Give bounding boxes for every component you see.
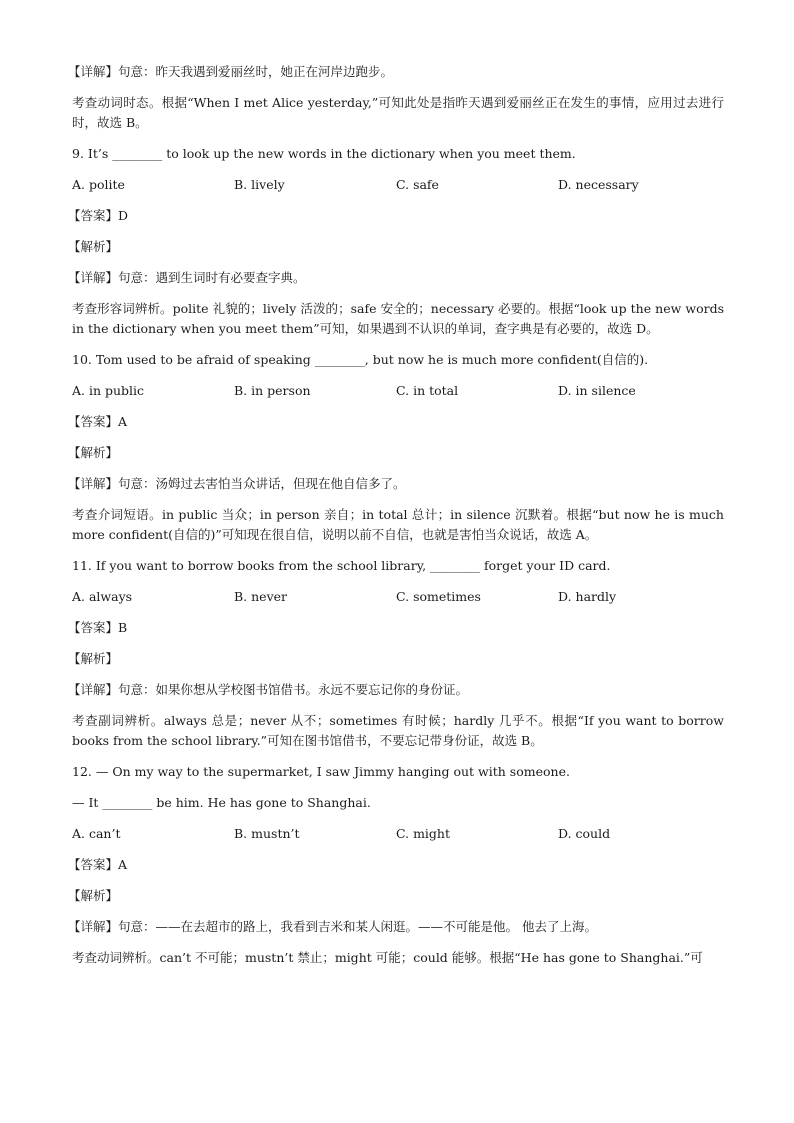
q11-answer: 【答案】B	[68, 620, 128, 635]
q11-option-b: B. never	[234, 589, 288, 604]
q9-stem: 9. It’s ________ to look up the new words in the dictionary when you meet them.	[72, 146, 576, 161]
q11-analysis: 【解析】	[68, 651, 119, 666]
q10-answer: 【答案】A	[68, 414, 128, 429]
q9-explain: 考查形容词辨析。polite 礼貌的；lively 活泼的；safe 安全的；necessary 必要的。根据“look up the new words in the dictionary when you meet them”可知，如果遇到不认识的单词，查字典是有必要的，故选 D。	[72, 301, 724, 336]
q10-options	[72, 381, 724, 412]
q10-option-a: A. in public	[72, 383, 145, 398]
q11-option-a: A. always	[72, 589, 133, 604]
q10-stem: 10. Tom used to be afraid of speaking ________, but now he is much more confident(自信的).	[72, 352, 649, 367]
q12-option-d: D. could	[558, 826, 611, 841]
q12-stem-line2: — It ________ be him. He has gone to Shanghai.	[72, 795, 371, 810]
q10-option-b: B. in person	[234, 383, 311, 398]
q10-option-d: D. in silence	[558, 383, 636, 398]
q12-analysis: 【解析】	[68, 888, 119, 903]
document-page	[68, 62, 724, 979]
q11-explain: 考查副词辨析。always 总是；never 从不；sometimes 有时候；hardly 几乎不。根据“If you want to borrow books from the school library.”可知在图书馆借书，不要忘记带身份证，故选 B。	[72, 713, 724, 748]
q12-stem-line1: 12. — On my way to the supermarket, I saw Jimmy hanging out with someone.	[72, 764, 570, 779]
q12-answer: 【答案】A	[68, 857, 128, 872]
q11-option-d: D. hardly	[558, 589, 617, 604]
q10-detail: 【详解】句意：汤姆过去害怕当众讲话，但现在他自信多了。	[68, 476, 406, 491]
q9-option-a: A. polite	[72, 177, 125, 192]
q9-option-c: C. safe	[396, 177, 439, 192]
q9-options	[72, 175, 724, 206]
q12-option-c: C. might	[396, 826, 450, 841]
q12-detail: 【详解】句意：——在去超市的路上，我看到吉米和某人闲逛。——不可能是他。 他去了上海。	[68, 919, 597, 934]
q12-options	[72, 824, 724, 855]
q12-option-a: A. can’t	[72, 826, 121, 841]
q9-option-b: B. lively	[234, 177, 285, 192]
q11-stem: 11. If you want to borrow books from the school library, ________ forget your ID card.	[72, 558, 611, 573]
q10-explain: 考查介词短语。in public 当众；in person 亲自；in total 总计；in silence 沉默着。根据“but now he is much more confident(自信的)”可知现在很自信，说明以前不自信，也就是害怕当众说话，故选 A。	[72, 507, 724, 542]
q9-option-d: D. necessary	[558, 177, 639, 192]
q9-answer: 【答案】D	[68, 208, 129, 223]
q11-options	[72, 587, 724, 618]
q8-explain: 考查动词时态。根据“When I met Alice yesterday,”可知此处是指昨天遇到爱丽丝正在发生的事情，应用过去进行时，故选 B。	[72, 95, 724, 130]
q12-explain: 考查动词辨析。can’t 不可能；mustn’t 禁止；might 可能；could 能够。根据“He has gone to Shanghai.”可	[72, 950, 703, 965]
q11-detail: 【详解】句意：如果你想从学校图书馆借书。永远不要忘记你的身份证。	[68, 682, 469, 697]
q11-option-c: C. sometimes	[396, 589, 481, 604]
q9-analysis: 【解析】	[68, 239, 119, 254]
q8-detail: 【详解】句意：昨天我遇到爱丽丝时，她正在河岸边跑步。	[68, 64, 394, 79]
q10-option-c: C. in total	[396, 383, 459, 398]
q9-detail: 【详解】句意：遇到生词时有必要查字典。	[68, 270, 306, 285]
q12-option-b: B. mustn’t	[234, 826, 300, 841]
q10-analysis: 【解析】	[68, 445, 119, 460]
